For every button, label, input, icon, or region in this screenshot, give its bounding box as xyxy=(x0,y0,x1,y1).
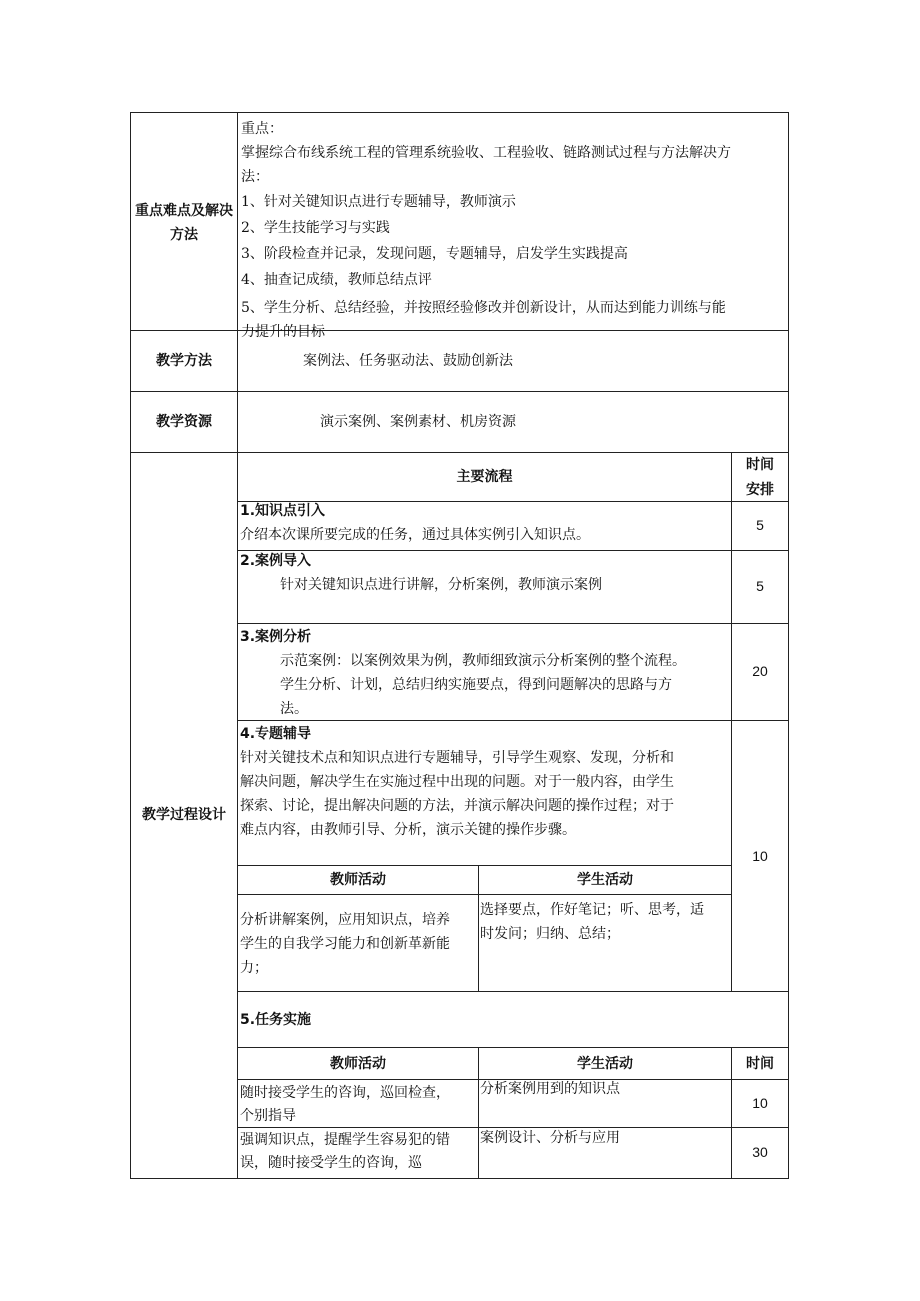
keypoints-label: 重点难点及解决方法 xyxy=(135,203,233,243)
step-text: 示范案例：以案例效果为例，教师细致演示分析案例的整个流程。 xyxy=(280,653,686,669)
keypoints-line: 掌握综合布线系统工程的管理系统验收、工程验收、链路测试过程与方法解决方 xyxy=(241,145,731,161)
row-divider xyxy=(237,1047,789,1048)
methods-value: 案例法、任务驱动法、鼓励创新法 xyxy=(303,353,513,369)
label-column-divider xyxy=(237,112,238,1178)
step-text: 探索、讨论，提出解决问题的方法，并演示解决问题的操作过程；对于 xyxy=(240,798,674,814)
keypoints-line: 5、学生分析、总结经验，并按照经验修改并创新设计，从而达到能力训练与能 xyxy=(241,300,726,316)
student-activity-header: 学生活动 xyxy=(577,1056,633,1072)
teacher-activity-text: 学生的自我学习能力和创新革新能 xyxy=(240,936,450,952)
teacher-activity-text: 随时接受学生的咨询，巡回检查， xyxy=(240,1085,450,1101)
step-title: 1.知识点引入 xyxy=(240,503,326,519)
step-title: 2.案例导入 xyxy=(240,553,312,569)
row-divider xyxy=(130,391,789,392)
resources-value: 演示案例、案例素材、机房资源 xyxy=(320,414,516,430)
step-title: 3.案例分析 xyxy=(240,629,312,645)
table-border-left xyxy=(130,112,131,1178)
time-header-line2: 安排 xyxy=(746,482,774,498)
teacher-activity-header: 教师活动 xyxy=(330,1056,386,1072)
row-divider xyxy=(130,452,789,453)
student-activity-header: 学生活动 xyxy=(577,872,633,888)
step-time: 5 xyxy=(756,578,764,594)
table-border-bottom xyxy=(130,1178,789,1179)
row-divider xyxy=(237,991,789,992)
main-flow-header: 主要流程 xyxy=(456,469,513,485)
student-activity-text: 案例设计、分析与应用 xyxy=(480,1130,620,1146)
resources-label: 教学资源 xyxy=(156,414,212,430)
teacher-activity-text: 强调知识点，提醒学生容易犯的错 xyxy=(240,1132,450,1148)
keypoints-line: 2、学生技能学习与实践 xyxy=(241,220,390,236)
step-text: 难点内容，由教师引导、分析，演示关键的操作步骤。 xyxy=(240,822,576,838)
step-text: 法。 xyxy=(280,701,308,717)
step-text: 学生分析、计划，总结归纳实施要点，得到问题解决的思路与方 xyxy=(280,677,672,693)
task-time: 30 xyxy=(752,1144,768,1160)
teacher-activity-text: 分析讲解案例，应用知识点，培养 xyxy=(240,912,450,928)
teacher-activity-text: 个别指导 xyxy=(240,1108,296,1124)
student-activity-text: 选择要点，作好笔记；听、思考，适 xyxy=(480,902,704,918)
step-text: 针对关键知识点进行讲解，分析案例，教师演示案例 xyxy=(280,577,602,593)
keypoints-line: 4、抽查记成绩，教师总结点评 xyxy=(241,272,432,288)
step-title: 4.专题辅导 xyxy=(240,726,312,742)
step-text: 解决问题，解决学生在实施过程中出现的问题。对于一般内容，由学生 xyxy=(240,774,674,790)
keypoints-content xyxy=(239,114,787,340)
step-title: 5.任务实施 xyxy=(240,1012,312,1028)
teacher-activity-text: 误，随时接受学生的咨询，巡 xyxy=(240,1155,422,1171)
time-header-line1: 时间 xyxy=(746,457,774,473)
row-divider xyxy=(237,623,789,624)
step-time: 5 xyxy=(756,517,764,533)
row-divider xyxy=(237,865,731,866)
keypoints-line: 重点： xyxy=(241,121,283,137)
keypoints-line: 1、针对关键知识点进行专题辅导，教师演示 xyxy=(241,194,516,210)
table-border-right xyxy=(788,112,789,1178)
student-activity-text: 分析案例用到的知识点 xyxy=(480,1081,620,1097)
step-time: 20 xyxy=(752,663,768,679)
row-divider xyxy=(237,894,731,895)
student-activity-text: 时发问；归纳、总结； xyxy=(480,926,620,942)
process-label: 教学过程设计 xyxy=(142,807,226,823)
keypoints-line: 法： xyxy=(241,169,269,185)
table-border-top xyxy=(130,112,789,113)
teacher-activity-header: 教师活动 xyxy=(330,872,386,888)
keypoints-line: 3、阶段检查并记录，发现问题，专题辅导，启发学生实践提高 xyxy=(241,246,628,262)
teacher-activity-text: 力； xyxy=(240,960,268,976)
step-text: 针对关键技术点和知识点进行专题辅导，引导学生观察、发现，分析和 xyxy=(240,750,674,766)
row-divider xyxy=(130,330,789,331)
row-divider xyxy=(237,720,789,721)
step-text: 介绍本次课所要完成的任务，通过具体实例引入知识点。 xyxy=(240,527,590,543)
teacher-activity-cell xyxy=(238,1128,478,1177)
methods-label: 教学方法 xyxy=(156,353,212,369)
keypoints-line: 力提升的目标 xyxy=(241,324,325,340)
row-divider xyxy=(237,550,789,551)
time-header: 时间 xyxy=(746,1056,774,1072)
step-time: 10 xyxy=(752,848,768,864)
task-time: 10 xyxy=(752,1095,768,1111)
